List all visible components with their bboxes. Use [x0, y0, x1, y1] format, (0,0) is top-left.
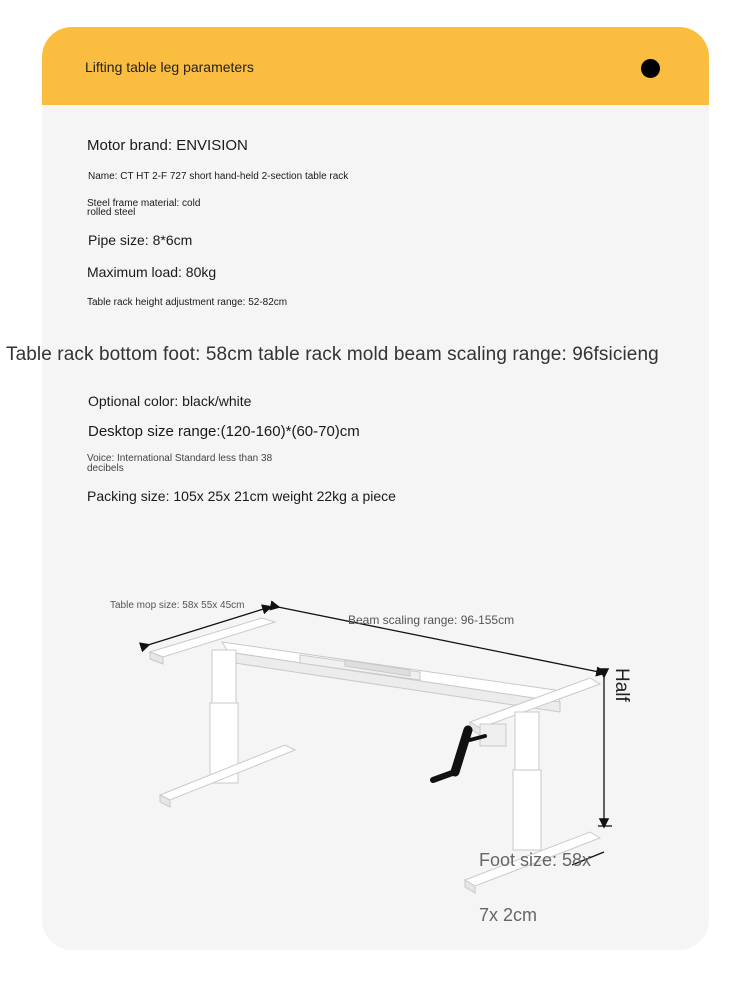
- spec-motor-brand: Motor brand: ENVISION: [87, 137, 248, 154]
- spec-height-range: Table rack height adjustment range: 52-82cm: [87, 297, 288, 308]
- spec-color: Optional color: black/white: [88, 393, 252, 409]
- height-label: Half: [611, 668, 632, 702]
- spec-frame-line1: Steel frame material: cold: [87, 198, 201, 209]
- spec-desktop-size: Desktop size range:(120-160)*(60-70)cm: [88, 423, 360, 440]
- spec-max-load: Maximum load: 80kg: [87, 264, 217, 280]
- spec-voice-line1: Voice: International Standard less than 38: [87, 453, 273, 464]
- table-mop-size-label: Table mop size: 58x 55x 45cm: [110, 600, 245, 611]
- foot-size-label: Foot size: 58x: [479, 850, 592, 870]
- spec-name: Name: CT HT 2-F 727 short hand-held 2-section table rack: [88, 171, 349, 182]
- spec-voice-line2: decibels: [87, 463, 124, 474]
- spec-frame-line2: rolled steel: [87, 207, 136, 218]
- spec-bottom-foot: Table rack bottom foot: 58cm table rack mold beam scaling range: 96fsicieng: [6, 344, 659, 365]
- spec-pipe-size: Pipe size: 8*6cm: [88, 232, 193, 248]
- header-title: Lifting table leg parameters: [85, 59, 254, 75]
- spec-packing: Packing size: 105x 25x 21cm weight 22kg a piece: [87, 488, 396, 504]
- beam-range-label: Beam scaling range: 96-155cm: [348, 613, 515, 627]
- foot-size-label-cont: 7x 2cm: [479, 905, 538, 925]
